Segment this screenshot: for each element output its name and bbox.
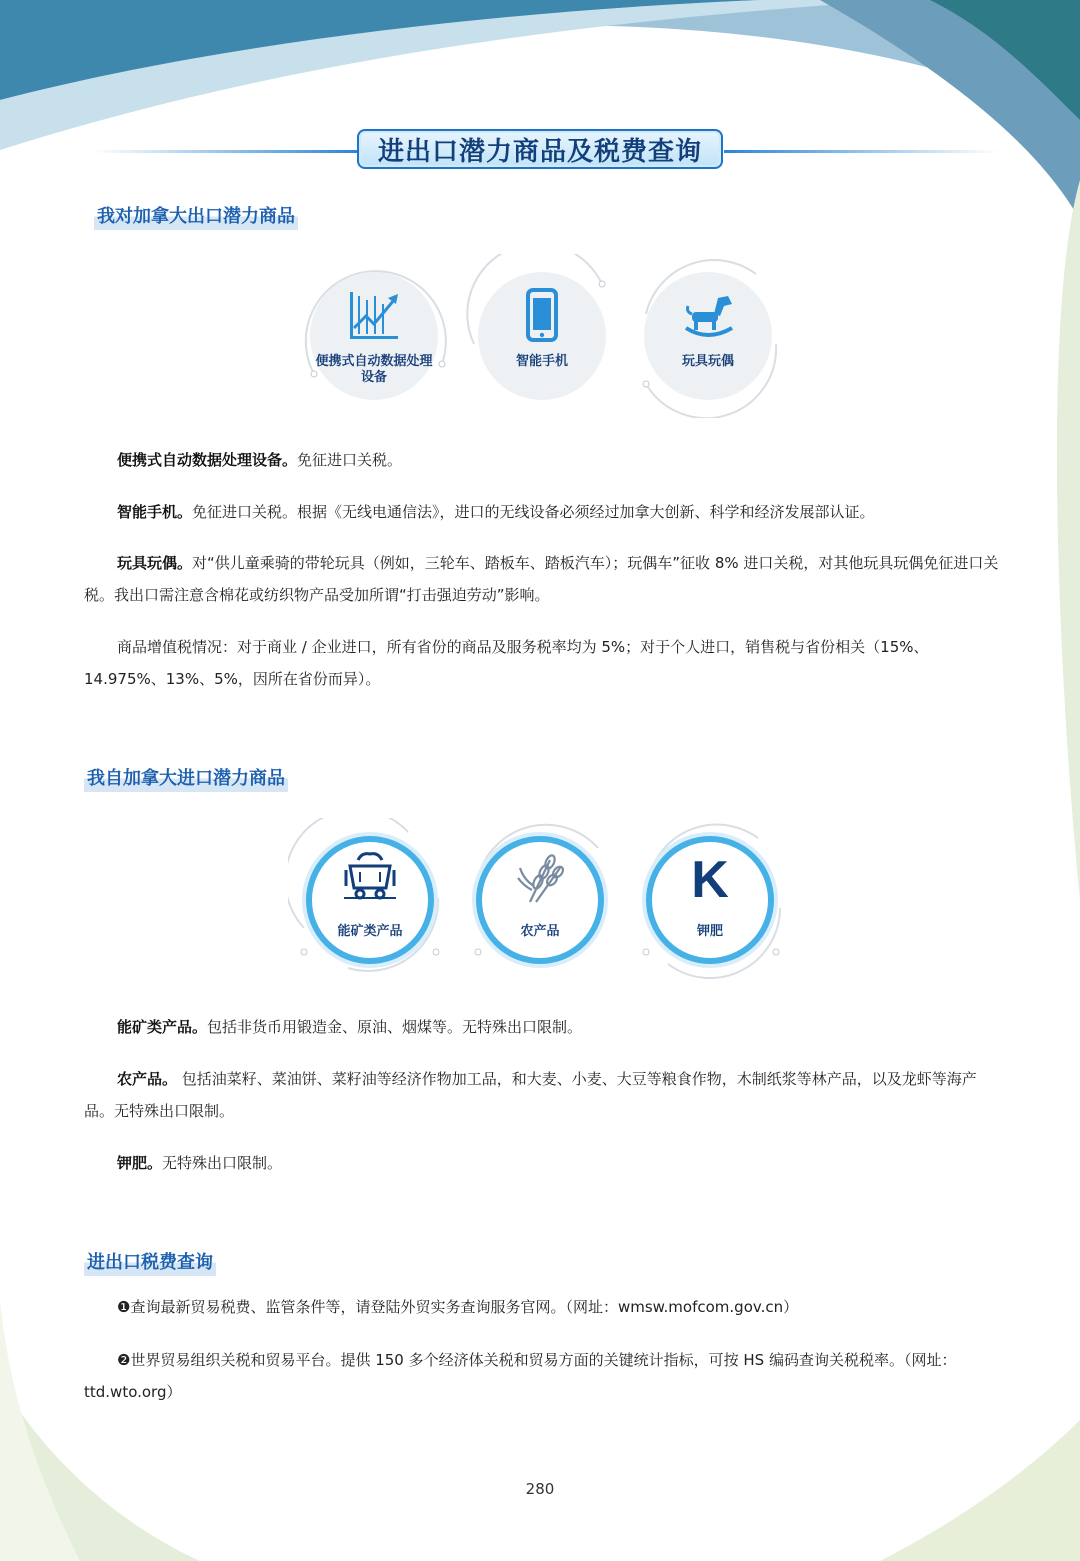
export-circle-smartphone — [460, 254, 624, 418]
page-number: 280 — [525, 1480, 555, 1498]
page-title: 进出口潜力商品及税费查询 — [377, 136, 702, 167]
export-item-toys — [84, 547, 1000, 611]
page-title-banner — [357, 129, 723, 169]
export-circles — [292, 254, 792, 434]
export-item-data-processing — [84, 444, 1000, 476]
item-text: 包括非货币用锻造金、原油、烟煤等。无特殊出口限制。 — [207, 1018, 583, 1036]
mine-cart-icon — [340, 846, 400, 906]
import-item-energy — [84, 1011, 1000, 1043]
wheat-icon — [510, 846, 570, 906]
import-circle-label: 农产品 — [520, 924, 560, 939]
item-text: 包括油菜籽、菜油饼、菜籽油等经济作物加工品，和大麦、小麦、大豆等粮食作物，木制纸浆等林产品，以及龙虾等海产品。无特殊出口限制。 — [84, 1070, 977, 1120]
item-term: 智能手机。 — [117, 503, 193, 521]
export-circle-data-processing — [292, 254, 456, 418]
rocking-horse-icon — [678, 286, 738, 346]
item-text: 无特殊出口限制。 — [162, 1154, 283, 1172]
import-circle-energy — [288, 818, 452, 982]
item-text: 免征进口关税。根据《无线电通信法》，进口的无线设备必须经过加拿大创新、科学和经济发展部认证。 — [192, 503, 875, 521]
import-circle-label: 能矿类产品 — [337, 924, 403, 939]
tax-item-wto: ❷世界贸易组织关税和贸易平台。提供 150 多个经济体关税和贸易方面的关键统计指标，可按 HS 编码查询关税税率。（网址：ttd.wto.org） — [84, 1351, 957, 1401]
import-circle-potash — [628, 818, 792, 982]
item-term: 玩具玩偶。 — [117, 554, 193, 572]
item-term: 农产品。 — [117, 1070, 178, 1088]
smartphone-icon — [512, 286, 572, 346]
export-section-heading: 我对加拿大出口潜力商品 — [94, 200, 298, 230]
import-item-agriculture — [84, 1063, 1000, 1127]
item-term: 能矿类产品。 — [117, 1018, 208, 1036]
export-circle-label: 玩具玩偶 — [681, 354, 734, 369]
export-item-smartphone — [84, 496, 1000, 528]
title-line-right — [724, 150, 999, 153]
export-circle-label: 便携式自动数据处理设备 — [315, 354, 433, 385]
import-item-potash — [84, 1147, 1000, 1179]
export-circle-toys — [626, 254, 790, 418]
title-line-left — [95, 150, 357, 153]
item-term: 钾肥。 — [117, 1154, 163, 1172]
item-term: 便携式自动数据处理设备。 — [117, 451, 298, 469]
export-circle-label: 智能手机 — [515, 354, 568, 369]
import-circles — [288, 818, 788, 998]
item-text: 对“供儿童乘骑的带轮玩具（例如，三轮车、踏板车、踏板汽车）；玩偶车”征收 8% 进口关税，对其他玩具玩偶免征进口关税。我出口需注意含棉花或纺织物产品受加所谓“打击强迫劳动”影响。 — [84, 554, 999, 604]
import-section-heading: 我自加拿大进口潜力商品 — [84, 762, 288, 792]
vat-note: 商品增值税情况：对于商业 / 企业进口，所有省份的商品及服务税率均为 5%；对于个人进口，销售税与省份相关（15%、14.975%、13%、5%，因所在省份而异）。 — [84, 638, 929, 688]
import-circle-agriculture — [458, 818, 622, 982]
import-circle-label: 钾肥 — [696, 924, 723, 939]
chart-growth-icon — [344, 286, 404, 346]
tax-section-heading: 进出口税费查询 — [84, 1246, 216, 1276]
potassium-k-icon: K — [691, 851, 729, 909]
tax-item-mofcom: ❶查询最新贸易税费、监管条件等，请登陆外贸实务查询服务官网。（网址：wmsw.mofcom.gov.cn） — [117, 1298, 799, 1316]
item-text: 免征进口关税。 — [297, 451, 403, 469]
